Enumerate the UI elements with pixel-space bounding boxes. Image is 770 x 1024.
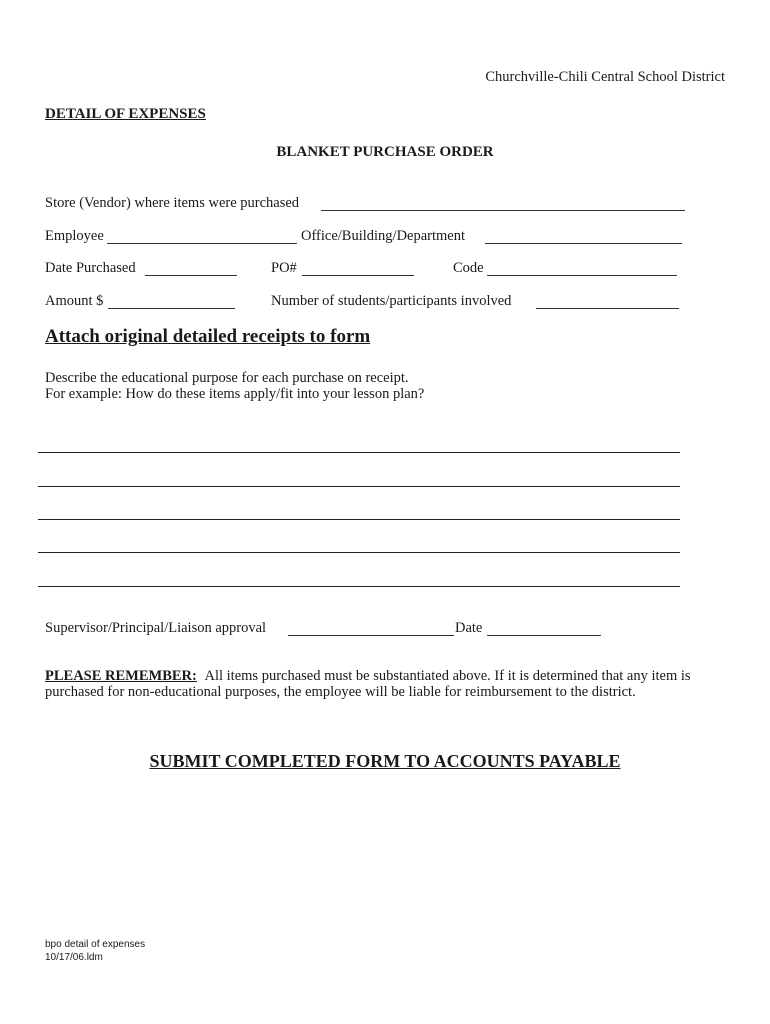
approval-label: Supervisor/Principal/Liaison approval	[45, 620, 267, 636]
store-label: Store (Vendor) where items were purchased	[45, 195, 300, 211]
instruction-line-2: For example: How do these items apply/fit into your lesson plan?	[45, 386, 425, 402]
employee-label: Employee	[45, 228, 104, 244]
po-label: PO#	[271, 260, 297, 276]
reminder-line-1	[45, 668, 691, 685]
description-line-3[interactable]	[38, 519, 680, 520]
attach-receipts-heading: Attach original detailed receipts to form	[45, 326, 371, 347]
reminder-text-1: All items purchased must be substantiated above. If it is determined that any item is	[204, 668, 691, 684]
reminder-label: PLEASE REMEMBER:	[45, 668, 197, 684]
submit-instruction: SUBMIT COMPLETED FORM TO ACCOUNTS PAYABLE	[149, 751, 621, 771]
code-field[interactable]	[487, 275, 677, 276]
description-line-4[interactable]	[38, 552, 680, 553]
students-label: Number of students/participants involved	[271, 293, 512, 309]
approval-date-field[interactable]	[487, 635, 601, 636]
instruction-line-1: Describe the educational purpose for each purchase on receipt.	[45, 370, 409, 386]
office-field[interactable]	[485, 243, 682, 244]
office-label: Office/Building/Department	[301, 228, 466, 244]
approval-signature-field[interactable]	[288, 635, 454, 636]
form-subtitle: BLANKET PURCHASE ORDER	[276, 144, 494, 160]
approval-date-label: Date	[455, 620, 483, 636]
description-line-2[interactable]	[38, 486, 680, 487]
district-name: Churchville-Chili Central School District	[485, 69, 725, 85]
amount-label: Amount $	[45, 293, 104, 309]
store-field[interactable]	[321, 210, 685, 211]
reminder-text-2: purchased for non-educational purposes, the employee will be liable for reimbursement to the district.	[45, 684, 636, 700]
code-label: Code	[453, 260, 484, 276]
footer-form-name: bpo detail of expenses	[45, 939, 146, 950]
page-title: DETAIL OF EXPENSES	[45, 106, 206, 122]
description-line-5[interactable]	[38, 586, 680, 587]
po-field[interactable]	[302, 275, 414, 276]
description-line-1[interactable]	[38, 452, 680, 453]
amount-field[interactable]	[108, 308, 235, 309]
students-field[interactable]	[536, 308, 679, 309]
employee-field[interactable]	[107, 243, 297, 244]
footer-revision: 10/17/06.ldm	[45, 952, 103, 963]
date-purchased-field[interactable]	[145, 275, 237, 276]
date-purchased-label: Date Purchased	[45, 260, 136, 276]
